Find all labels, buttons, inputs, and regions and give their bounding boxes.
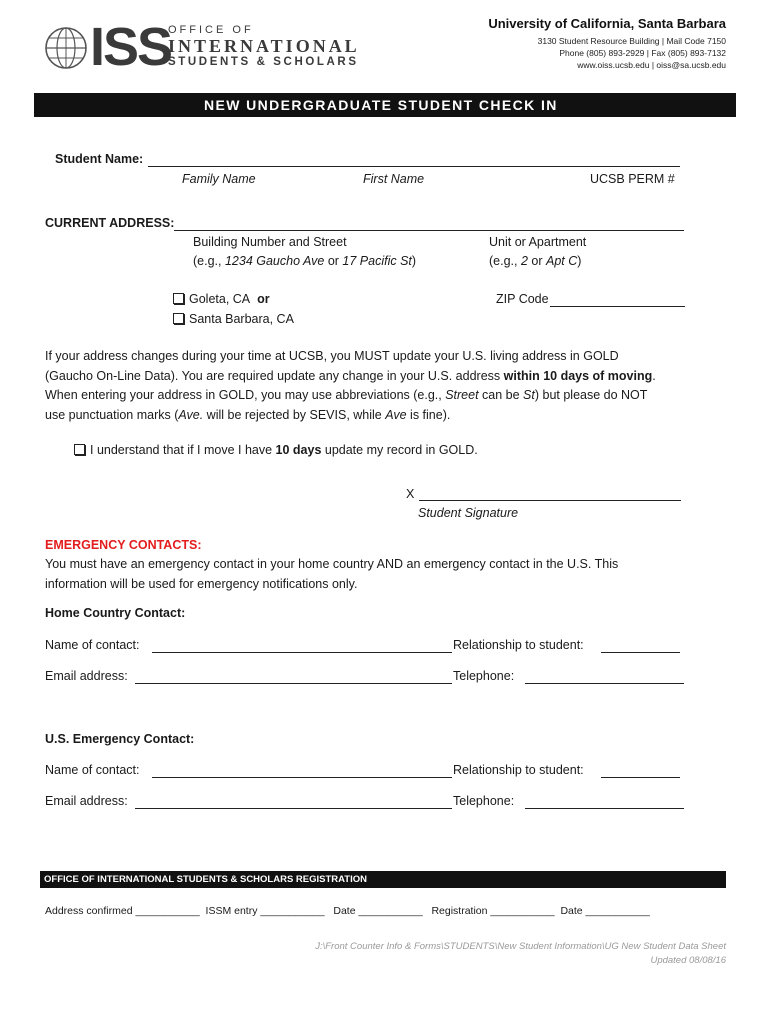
street-example: (e.g., 1234 Gaucho Ave or 17 Pacific St) xyxy=(193,254,417,268)
family-name-label: Family Name xyxy=(182,172,256,186)
zip-label: ZIP Code xyxy=(496,292,549,306)
home-relationship-label: Relationship to student: xyxy=(453,638,584,652)
us-name-field[interactable] xyxy=(152,763,452,778)
footer-updated: Updated 08/08/16 xyxy=(650,955,726,966)
zip-field[interactable] xyxy=(550,292,685,307)
unit-example: (e.g., 2 or Apt C) xyxy=(489,254,582,268)
us-relationship-field[interactable] xyxy=(601,763,680,778)
form-title: NEW UNDERGRADUATE STUDENT CHECK IN xyxy=(34,93,736,117)
university-name: University of California, Santa Barbara xyxy=(488,16,726,31)
perm-label: UCSB PERM # xyxy=(590,172,675,186)
checkbox-icon[interactable] xyxy=(173,313,184,324)
registration-fields[interactable]: Address confirmed ___________ ISSM entry ___________ Date ___________ Registration ___________ Date ___________ xyxy=(45,905,650,917)
emergency-heading: EMERGENCY CONTACTS: xyxy=(45,538,202,552)
office-address: 3130 Student Resource Building | Mail Code 7150 xyxy=(537,36,726,46)
street-label: Building Number and Street xyxy=(193,235,347,249)
current-address-field[interactable] xyxy=(174,216,684,231)
student-name-field[interactable] xyxy=(148,152,680,167)
home-contact-heading: Home Country Contact: xyxy=(45,606,186,620)
us-email-label: Email address: xyxy=(45,794,128,808)
home-telephone-label: Telephone: xyxy=(453,669,515,683)
us-relationship-label: Relationship to student: xyxy=(453,763,584,777)
first-name-label: First Name xyxy=(363,172,425,186)
home-name-field[interactable] xyxy=(152,638,452,653)
checkbox-icon[interactable] xyxy=(74,444,85,455)
us-telephone-field[interactable] xyxy=(525,794,684,809)
address-notice: If your address changes during your time at UCSB, you MUST update your U.S. living address in GOLD (Gaucho On-Line Data). You are required update any change in your U.S. address within 10 days of moving. When entering your address in GOLD, you may use abbreviations (e.g., Street can be St) but please do NOT use punctuation marks (Ave. will be rejected by SEVIS, while Ave is fine). xyxy=(45,349,656,422)
option-goleta[interactable]: Goleta, CA or xyxy=(173,292,270,306)
signature-label: Student Signature xyxy=(418,506,519,520)
globe-logo-icon xyxy=(44,26,88,70)
office-web: www.oiss.ucsb.edu | oiss@sa.ucsb.edu xyxy=(577,60,726,70)
unit-label: Unit or Apartment xyxy=(489,235,587,249)
footer-path: J:\Front Counter Info & Forms\STUDENTS\New Student Information\UG New Student Data Sheet xyxy=(315,941,726,952)
logo-iss-text: ISS xyxy=(90,17,172,77)
home-email-label: Email address: xyxy=(45,669,128,683)
home-name-label: Name of contact: xyxy=(45,638,140,652)
us-telephone-label: Telephone: xyxy=(453,794,515,808)
office-phone: Phone (805) 893-2929 | Fax (805) 893-7132 xyxy=(559,48,726,58)
us-contact-heading: U.S. Emergency Contact: xyxy=(45,732,195,746)
student-name-label: Student Name: xyxy=(55,152,144,166)
signature-x: X xyxy=(406,487,415,501)
current-address-label: CURRENT ADDRESS: xyxy=(45,216,175,230)
us-email-field[interactable] xyxy=(135,794,452,809)
us-name-label: Name of contact: xyxy=(45,763,140,777)
home-email-field[interactable] xyxy=(135,669,452,684)
home-relationship-field[interactable] xyxy=(601,638,680,653)
option-santa-barbara[interactable]: Santa Barbara, CA xyxy=(173,312,294,326)
acknowledge-checkbox-row[interactable]: I understand that if I move I have 10 days update my record in GOLD. xyxy=(74,443,478,457)
logo-students-scholars: STUDENTS & SCHOLARS xyxy=(168,56,359,68)
emergency-description: You must have an emergency contact in your home country AND an emergency contact in the U.S. This information will be used for emergency notifications only. xyxy=(45,557,619,591)
logo-international: INTERNATIONAL xyxy=(168,36,360,56)
home-telephone-field[interactable] xyxy=(525,669,684,684)
checkbox-icon[interactable] xyxy=(173,293,184,304)
logo-office-of: OFFICE OF xyxy=(168,24,254,36)
registration-heading: OFFICE OF INTERNATIONAL STUDENTS & SCHOLARS REGISTRATION xyxy=(40,871,726,888)
signature-field[interactable] xyxy=(419,486,681,501)
